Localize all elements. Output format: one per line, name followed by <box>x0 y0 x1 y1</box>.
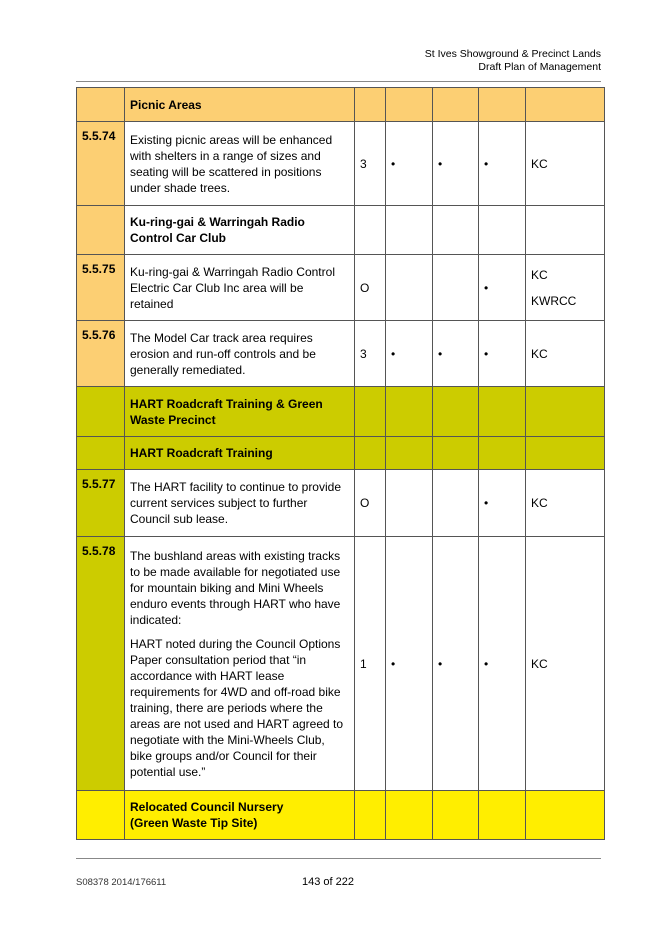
table-row <box>77 122 605 206</box>
timing-bullet <box>386 321 433 387</box>
action-number: 5.5.75 <box>77 255 125 321</box>
responsibility-cell: KC <box>526 122 605 206</box>
subsection-heading-row <box>77 437 605 470</box>
picnic-areas-heading: Picnic Areas <box>125 88 355 122</box>
document-reference: S08378 2014/176611 <box>76 877 167 888</box>
document-header <box>425 48 601 74</box>
table-row <box>77 255 605 321</box>
action-description: Ku-ring-gai & Warringah Radio Control Electric Car Club Inc area will be retained <box>125 255 355 321</box>
action-number: 5.5.77 <box>77 470 125 537</box>
action-number: 5.5.78 <box>77 537 125 791</box>
action-description: The HART facility to continue to provide current services subject to further Council sub lease. <box>125 470 355 537</box>
management-actions-table <box>76 87 605 840</box>
subsection-heading-row <box>77 206 605 255</box>
action-description-quote: HART noted during the Council Options Paper consultation period that “in accordance with HART lease requirements for 4WD and off-road bike training, there are periods where the areas are not used and HART agreed to negotiate with the Mini-Wheels Club, bike groups and/or Council for their potential use.” <box>130 636 344 779</box>
timing-bullet <box>479 537 526 791</box>
action-description <box>125 537 355 791</box>
action-number: 5.5.76 <box>77 321 125 387</box>
nursery-heading <box>125 791 355 840</box>
hart-training-heading: HART Roadcraft Training <box>125 437 355 470</box>
page-number: 143 of 222 <box>302 876 354 888</box>
priority-cell: 3 <box>355 321 386 387</box>
header-title: St Ives Showground & Precinct Lands <box>424 48 601 60</box>
timing-bullet <box>386 537 433 791</box>
footer-divider <box>76 858 601 859</box>
timing-bullet <box>479 321 526 387</box>
responsibility-cell: KC <box>526 470 605 537</box>
action-number: 5.5.74 <box>77 122 125 206</box>
table-row <box>77 321 605 387</box>
priority-cell: O <box>355 470 386 537</box>
responsibility-cell: KC <box>526 321 605 387</box>
priority-cell: 3 <box>355 122 386 206</box>
header-subtitle: Draft Plan of Management <box>478 61 601 73</box>
header-divider <box>76 81 601 82</box>
radio-club-heading: Ku-ring-gai & Warringah Radio Control Car Club <box>125 206 355 255</box>
timing-bullet <box>479 255 526 321</box>
responsibility-cell: KC <box>526 537 605 791</box>
priority-cell: 1 <box>355 537 386 791</box>
responsibility-cell <box>526 255 605 321</box>
hart-precinct-heading: HART Roadcraft Training & Green Waste Precinct <box>125 387 355 437</box>
timing-bullet <box>433 321 479 387</box>
action-description: The Model Car track area requires erosion and run-off controls and be generally remediated. <box>125 321 355 387</box>
section-heading-row <box>77 387 605 437</box>
timing-bullet <box>433 122 479 206</box>
section-heading-row <box>77 791 605 840</box>
section-heading-row <box>77 88 605 122</box>
timing-bullet <box>479 122 526 206</box>
responsibility-secondary: KWRCC <box>531 293 577 308</box>
responsibility-primary: KC <box>531 267 548 282</box>
timing-bullet <box>386 122 433 206</box>
table-row <box>77 470 605 537</box>
timing-bullet <box>433 537 479 791</box>
nursery-heading-line2: (Green Waste Tip Site) <box>130 816 258 830</box>
action-description-paragraph: The bushland areas with existing tracks to be made available for negotiated use for mountain biking and Mini Wheels enduro events through HART who have indicated: <box>130 548 341 627</box>
nursery-heading-line1: Relocated Council Nursery <box>130 800 284 814</box>
action-description: Existing picnic areas will be enhanced with shelters in a range of sizes and seating will be scattered in positions under shade trees. <box>125 122 355 206</box>
table-row <box>77 537 605 791</box>
timing-bullet <box>479 470 526 537</box>
priority-cell: O <box>355 255 386 321</box>
